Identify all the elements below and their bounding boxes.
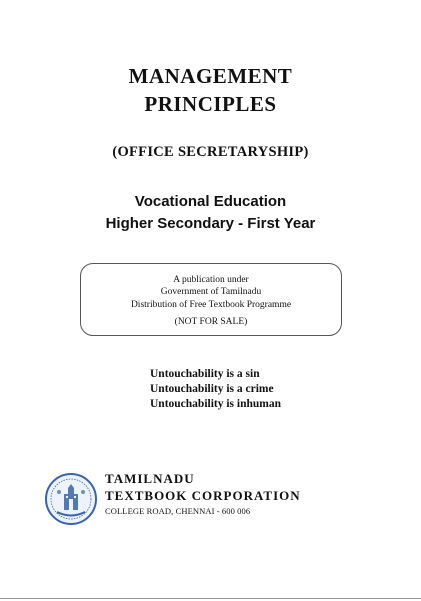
untouchability-statement: Untouchability is inhuman (150, 398, 282, 410)
not-for-sale-notice: (NOT FOR SALE) (174, 317, 248, 327)
publisher-address: COLLEGE ROAD, CHENNAI - 600 006 (105, 506, 251, 516)
book-subtitle: (OFFICE SECRETARYSHIP) (112, 144, 309, 160)
book-title-line1: MANAGEMENT (128, 64, 293, 88)
page-bottom-edge (0, 598, 421, 599)
untouchability-statement: Untouchability is a crime (150, 383, 274, 395)
publication-notice-box (80, 263, 342, 336)
publication-line: Government of Tamilnadu (160, 287, 262, 297)
publication-line: Distribution of Free Textbook Programme (130, 300, 292, 310)
untouchability-statement: Untouchability is a sin (150, 368, 260, 380)
tamilnadu-emblem-icon (44, 472, 98, 526)
course-name: Vocational Education (134, 193, 287, 210)
publisher-name-line2: TEXTBOOK CORPORATION (105, 488, 301, 503)
book-title-line2: PRINCIPLES (144, 92, 277, 116)
publisher-name-line1: TAMILNADU (105, 471, 195, 486)
course-level: Higher Secondary - First Year (105, 215, 316, 232)
publication-line: A publication under (173, 275, 249, 285)
